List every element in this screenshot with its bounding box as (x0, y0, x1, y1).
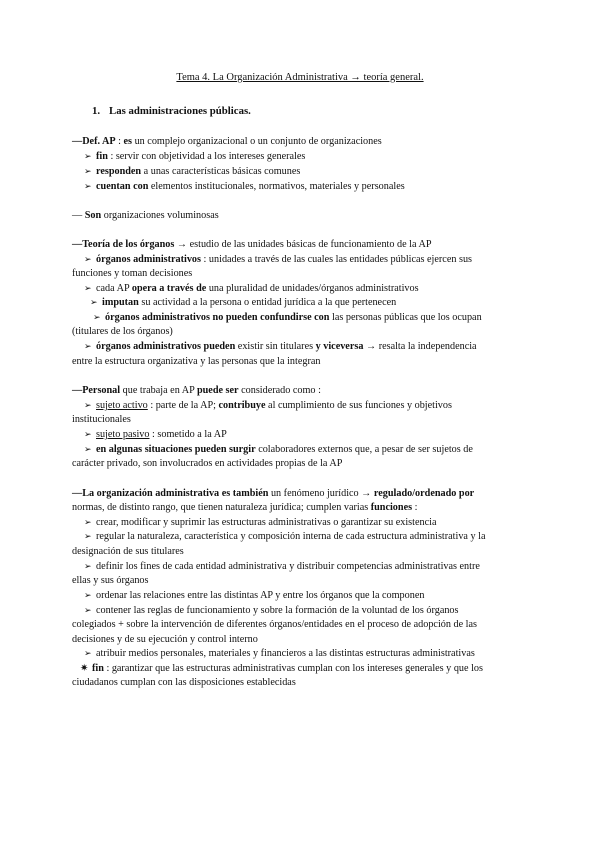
arrow-bullet-icon: ➢ (84, 590, 92, 600)
teoria-item-confundirse-cont: (titulares de los órganos) (72, 326, 173, 337)
arrow-bullet-icon: ➢ (84, 517, 92, 527)
funcion-definir: ➢ definir los fines de cada entidad administrativa y distribuir competencias administrativas entre (84, 561, 480, 572)
teoria-item-confundirse: ➢ órganos administrativos no pueden confundirse con las personas públicas que los ocupan (93, 312, 482, 323)
arrow-bullet-icon: ➢ (84, 561, 92, 571)
personal-item-activo-cont: institucionales (72, 414, 131, 425)
funcion-contener-cont1: colegiados + sobre la intervención de diferentes órganos/entidades en el proceso de adopción de las (72, 619, 477, 630)
arrow-bullet-icon: ➢ (84, 444, 92, 454)
personal-item-situaciones-cont: carácter privado, son involucrados en actividades propias de la AP (72, 458, 343, 469)
arrow-bullet-icon: ➢ (84, 531, 92, 541)
personal-line: —Personal que trabaja en AP puede ser considerado como : (72, 385, 321, 396)
arrow-bullet-icon: ➢ (84, 341, 92, 351)
organizacion-fin-cont: ciudadanos cumplan con las disposiciones establecidas (72, 677, 296, 688)
arrow-bullet-icon: ➢ (84, 151, 92, 161)
arrow-bullet-icon: ➢ (90, 297, 98, 307)
teoria-item-opera: ➢ cada AP opera a través de una pluralidad de unidades/órganos administrativos (84, 283, 419, 294)
section-label: Las administraciones públicas. (109, 105, 251, 117)
section-number: 1. (92, 105, 101, 117)
funcion-atribuir: ➢ atribuir medios personales, materiales y financieros a las distintas estructuras administrativas (84, 648, 475, 659)
organizacion-line: —La organización administrativa es también un fenómeno jurídico → regulado/ordenado por (72, 488, 475, 499)
teoria-item-imputan: ➢ imputan su actividad a la persona o entidad jurídica a la que pertenecen (90, 297, 397, 308)
funcion-ordenar: ➢ ordenar las relaciones entre las distintas AP y entre los órganos que la componen (84, 590, 425, 601)
teoria-item-organos: ➢ órganos administrativos : unidades a través de las cuales las entidades públicas ejercen sus (84, 254, 473, 265)
teoria-item-pueden-cont: entre la estructura organizativa y las personas que la integran (72, 356, 321, 367)
def-item-fin: ➢ fin : servir con objetividad a los intereses generales (84, 151, 306, 162)
organizacion-line-cont: normas, de distinto rango, que tienen naturaleza jurídica; cumplen varias funciones : (72, 502, 418, 513)
document-title: Tema 4. La Organización Administrativa → teoría general. (176, 72, 424, 83)
personal-item-activo: ➢ sujeto activo : parte de la AP; contribuye al cumplimiento de sus funciones y objetivos (84, 400, 452, 411)
def-item-cuentan: ➢ cuentan con elementos institucionales, normativos, materiales y personales (84, 181, 405, 192)
arrow-bullet-icon: ➢ (84, 605, 92, 615)
arrow-bullet-icon: ➢ (84, 283, 92, 293)
funcion-definir-cont: ellas y sus órganos (72, 575, 149, 586)
teoria-item-pueden: ➢ órganos administrativos pueden existir sin titulares y viceversa → resalta la independencia (84, 341, 477, 352)
son-line: — Son organizaciones voluminosas (72, 210, 219, 221)
funcion-regular-cont: designación de sus titulares (72, 546, 184, 557)
star-bullet-icon: ✷ (80, 663, 89, 674)
arrow-bullet-icon: ➢ (84, 166, 92, 176)
personal-item-situaciones: ➢ en algunas situaciones pueden surgir colaboradores externos que, a pesar de ser sujetos de (84, 444, 473, 455)
funcion-contener: ➢ contener las reglas de funcionamiento y sobre la formación de la voluntad de los órganos (84, 605, 459, 616)
def-line: —Def. AP : es un complejo organizacional o un conjunto de organizaciones (72, 136, 382, 147)
funcion-contener-cont2: decisiones y de su ejecución y control interno (72, 634, 258, 645)
arrow-bullet-icon: ➢ (84, 254, 92, 264)
funcion-crear: ➢ crear, modificar y suprimir las estructuras administrativas o garantizar su existencia (84, 517, 437, 528)
funcion-regular: ➢ regular la naturaleza, característica y composición interna de cada estructura administrativa y la (84, 531, 486, 542)
arrow-bullet-icon: ➢ (84, 181, 92, 191)
personal-item-pasivo: ➢ sujeto pasivo : sometido a la AP (84, 429, 227, 440)
arrow-bullet-icon: ➢ (93, 312, 101, 322)
def-lead: —Def. AP (72, 136, 116, 147)
organizacion-fin: ✷ fin : garantizar que las estructuras administrativas cumplan con los intereses generales y que los (80, 663, 483, 674)
section-heading (92, 105, 251, 117)
teoria-item-organos-cont: funciones y toman decisiones (72, 268, 193, 279)
def-item-responden: ➢ responden a unas características básicas comunes (84, 166, 301, 177)
arrow-bullet-icon: ➢ (84, 648, 92, 658)
teoria-line: —Teoría de los órganos → estudio de las unidades básicas de funcionamiento de la AP (72, 239, 432, 250)
arrow-bullet-icon: ➢ (84, 400, 92, 410)
arrow-bullet-icon: ➢ (84, 429, 92, 439)
